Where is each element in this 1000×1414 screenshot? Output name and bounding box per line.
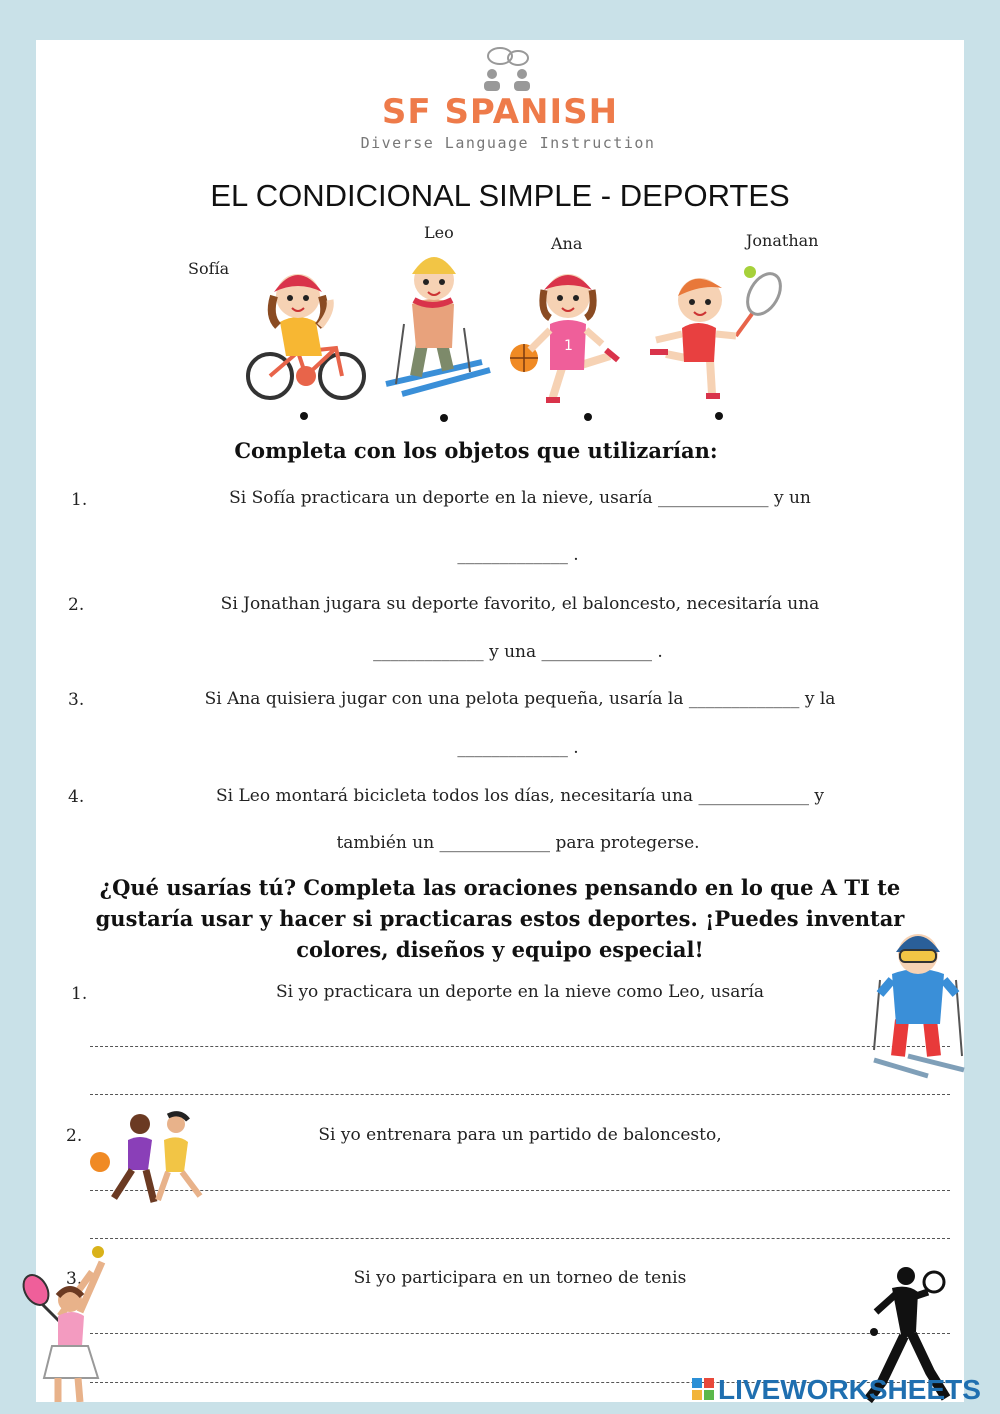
boy-skiing-icon	[382, 244, 494, 400]
liveworksheets-logo-icon	[692, 1378, 714, 1400]
section1-heading: Completa con los objetos que utilizarían:	[234, 438, 718, 463]
answer-line[interactable]	[90, 1190, 950, 1191]
item-text: Si Leo montará bicicleta todos los días, necesitaría una _____________ y	[216, 786, 824, 806]
answer-line[interactable]	[90, 1094, 950, 1095]
item-number: 3.	[66, 1269, 83, 1289]
match-dot[interactable]	[440, 414, 448, 422]
section2-heading: ¿Qué usarías tú? Completa las oraciones pensando en lo que A TI te gustaría usar y hacer si practicaras estos deportes. ¡Puedes inventar colores, diseños y equipo especial!	[95, 875, 905, 962]
item-text: Si Jonathan jugara su deporte favorito, el baloncesto, necesitaría una	[220, 594, 820, 614]
item-prompt: Si yo entrenara para un partido de baloncesto,	[318, 1125, 722, 1145]
chat-people-icon	[476, 46, 540, 94]
answer-line[interactable]	[90, 1333, 950, 1334]
match-dot[interactable]	[300, 412, 308, 420]
item-number: 3.	[68, 690, 85, 710]
worksheet-title: EL CONDICIONAL SIMPLE - DEPORTES	[210, 178, 790, 213]
logo-subtitle: Diverse Language Instruction	[360, 134, 656, 152]
item-text: _____________ .	[457, 545, 579, 565]
item-prompt: Si yo participara en un torneo de tenis	[353, 1268, 687, 1288]
logo-title: SF SPANISH	[381, 92, 619, 132]
match-dot[interactable]	[584, 413, 592, 421]
name-jonathan: Jonathan	[746, 231, 819, 250]
girl-basketball-icon	[506, 260, 624, 406]
item-text: _____________ y una _____________ .	[373, 642, 663, 662]
boy-tennis-icon	[646, 262, 786, 402]
item-number: 1.	[71, 984, 88, 1004]
answer-line[interactable]	[90, 1046, 950, 1047]
item-number: 2.	[66, 1126, 83, 1146]
svg-text:1: 1	[564, 338, 573, 354]
answer-line[interactable]	[90, 1238, 950, 1239]
item-text: también un _____________ para protegerse.	[336, 833, 700, 853]
name-leo: Leo	[424, 223, 454, 242]
name-sofia: Sofía	[188, 259, 230, 278]
item-text: _____________ .	[457, 738, 579, 758]
item-text: Si Sofía practicara un deporte en la nieve, usaría _____________ y un	[229, 488, 811, 508]
item-number: 2.	[68, 595, 85, 615]
kid-skier-icon	[868, 930, 968, 1080]
item-text: Si Ana quisiera jugar con una pelota pequeña, usaría la _____________ y la	[204, 689, 836, 709]
item-prompt: Si yo practicara un deporte en la nieve como Leo, usaría	[275, 982, 765, 1002]
match-dot[interactable]	[715, 412, 723, 420]
item-number: 1.	[71, 490, 88, 510]
basketball-players-icon	[88, 1110, 212, 1210]
girl-cycling-icon	[246, 256, 370, 404]
tennis-player-icon	[14, 1242, 114, 1402]
name-ana: Ana	[551, 234, 583, 253]
liveworksheets-brand[interactable]: LIVEWORKSHEETS	[718, 1374, 981, 1405]
item-number: 4.	[68, 787, 85, 807]
